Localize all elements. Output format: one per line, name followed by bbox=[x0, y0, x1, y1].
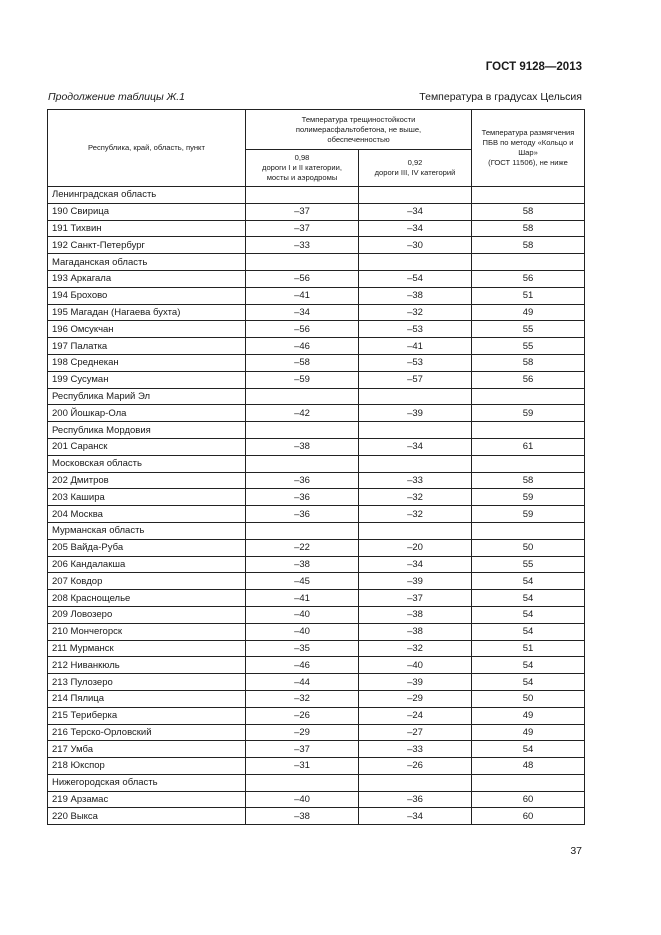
row-value-softening: 59 bbox=[472, 405, 585, 422]
row-value-098 bbox=[246, 455, 359, 472]
row-value-092: –33 bbox=[359, 741, 472, 758]
header-prob-092: 0,92 дороги III, IV категорий bbox=[359, 150, 472, 187]
table-row bbox=[48, 707, 585, 724]
row-value-softening: 59 bbox=[472, 506, 585, 523]
table-row bbox=[48, 758, 585, 775]
row-value-softening: 49 bbox=[472, 724, 585, 741]
table-row bbox=[48, 405, 585, 422]
row-name: 199 Сусуман bbox=[48, 371, 246, 388]
table-row bbox=[48, 304, 585, 321]
row-value-092: –32 bbox=[359, 506, 472, 523]
temperature-table bbox=[47, 109, 585, 825]
row-name: 219 Арзамас bbox=[48, 791, 246, 808]
row-value-softening: 58 bbox=[472, 237, 585, 254]
row-value-092: –53 bbox=[359, 354, 472, 371]
row-name: 200 Йошкар-Ола bbox=[48, 405, 246, 422]
table-row bbox=[48, 573, 585, 590]
row-name: 206 Кандалакша bbox=[48, 556, 246, 573]
row-value-092: –36 bbox=[359, 791, 472, 808]
row-value-softening: 59 bbox=[472, 489, 585, 506]
row-value-softening: 60 bbox=[472, 791, 585, 808]
table-row bbox=[48, 489, 585, 506]
row-value-softening: 55 bbox=[472, 556, 585, 573]
row-name: 215 Териберка bbox=[48, 707, 246, 724]
table-row bbox=[48, 422, 585, 439]
row-name: 204 Москва bbox=[48, 506, 246, 523]
table-row bbox=[48, 690, 585, 707]
row-value-098: –41 bbox=[246, 287, 359, 304]
row-value-098: –37 bbox=[246, 203, 359, 220]
table-row bbox=[48, 556, 585, 573]
row-value-098: –40 bbox=[246, 623, 359, 640]
table-row bbox=[48, 774, 585, 791]
row-value-098 bbox=[246, 187, 359, 204]
table-row bbox=[48, 657, 585, 674]
row-value-098: –42 bbox=[246, 405, 359, 422]
row-value-092: –38 bbox=[359, 606, 472, 623]
row-value-092 bbox=[359, 774, 472, 791]
table-row bbox=[48, 321, 585, 338]
row-value-098: –41 bbox=[246, 590, 359, 607]
row-value-092: –32 bbox=[359, 304, 472, 321]
row-value-092 bbox=[359, 254, 472, 271]
row-value-098: –34 bbox=[246, 304, 359, 321]
row-value-098: –40 bbox=[246, 791, 359, 808]
row-value-softening: 48 bbox=[472, 758, 585, 775]
row-value-098: –35 bbox=[246, 640, 359, 657]
row-value-098: –36 bbox=[246, 489, 359, 506]
row-value-098: –46 bbox=[246, 338, 359, 355]
row-value-098: –36 bbox=[246, 506, 359, 523]
row-value-098 bbox=[246, 522, 359, 539]
table-row bbox=[48, 791, 585, 808]
row-name: 211 Мурманск bbox=[48, 640, 246, 657]
row-value-098: –38 bbox=[246, 438, 359, 455]
row-value-092: –39 bbox=[359, 674, 472, 691]
row-name: Московская область bbox=[48, 455, 246, 472]
table-row bbox=[48, 539, 585, 556]
units-note: Температура в градусах Цельсия bbox=[419, 91, 582, 103]
row-value-softening bbox=[472, 522, 585, 539]
row-name: 217 Умба bbox=[48, 741, 246, 758]
row-value-softening: 61 bbox=[472, 438, 585, 455]
header-prob-098: 0,98 дороги I и II категории, мосты и аэродромы bbox=[246, 150, 359, 187]
row-value-092: –40 bbox=[359, 657, 472, 674]
row-value-098: –26 bbox=[246, 707, 359, 724]
row-value-098: –38 bbox=[246, 808, 359, 825]
table-row bbox=[48, 203, 585, 220]
row-value-098: –32 bbox=[246, 690, 359, 707]
table-row bbox=[48, 606, 585, 623]
row-value-softening: 58 bbox=[472, 220, 585, 237]
row-value-092: –41 bbox=[359, 338, 472, 355]
row-value-092: –54 bbox=[359, 270, 472, 287]
row-value-098: –31 bbox=[246, 758, 359, 775]
table-row bbox=[48, 506, 585, 523]
row-value-softening: 55 bbox=[472, 321, 585, 338]
row-value-softening bbox=[472, 422, 585, 439]
row-value-softening: 58 bbox=[472, 472, 585, 489]
row-value-092: –30 bbox=[359, 237, 472, 254]
row-value-092: –34 bbox=[359, 808, 472, 825]
row-value-softening: 56 bbox=[472, 371, 585, 388]
table-row bbox=[48, 237, 585, 254]
row-name: 195 Магадан (Нагаева бухта) bbox=[48, 304, 246, 321]
row-value-098: –56 bbox=[246, 270, 359, 287]
row-value-092: –32 bbox=[359, 489, 472, 506]
row-value-092: –34 bbox=[359, 220, 472, 237]
row-value-092: –37 bbox=[359, 590, 472, 607]
row-name: 194 Брохово bbox=[48, 287, 246, 304]
row-value-softening: 50 bbox=[472, 690, 585, 707]
row-value-softening bbox=[472, 455, 585, 472]
table-row bbox=[48, 187, 585, 204]
row-name: 196 Омсукчан bbox=[48, 321, 246, 338]
row-name: 193 Аркагала bbox=[48, 270, 246, 287]
row-value-softening: 54 bbox=[472, 674, 585, 691]
row-value-softening: 49 bbox=[472, 304, 585, 321]
row-name: 190 Свирица bbox=[48, 203, 246, 220]
row-name: 203 Кашира bbox=[48, 489, 246, 506]
table-body bbox=[48, 187, 585, 825]
row-value-098: –29 bbox=[246, 724, 359, 741]
row-value-092: –24 bbox=[359, 707, 472, 724]
row-value-092: –39 bbox=[359, 573, 472, 590]
row-name: 218 Юкспор bbox=[48, 758, 246, 775]
row-value-softening bbox=[472, 254, 585, 271]
row-name: Мурманская область bbox=[48, 522, 246, 539]
row-value-098: –56 bbox=[246, 321, 359, 338]
row-value-092 bbox=[359, 388, 472, 405]
row-value-softening bbox=[472, 187, 585, 204]
row-name: Республика Марий Эл bbox=[48, 388, 246, 405]
row-value-098 bbox=[246, 422, 359, 439]
row-name: 201 Саранск bbox=[48, 438, 246, 455]
header-region: Республика, край, область, пункт bbox=[48, 110, 246, 187]
row-name: 205 Вайда-Руба bbox=[48, 539, 246, 556]
table-row bbox=[48, 724, 585, 741]
table-row bbox=[48, 808, 585, 825]
row-value-098: –40 bbox=[246, 606, 359, 623]
row-value-098: –22 bbox=[246, 539, 359, 556]
row-value-softening: 51 bbox=[472, 287, 585, 304]
row-value-092 bbox=[359, 187, 472, 204]
table-row bbox=[48, 371, 585, 388]
row-value-098: –37 bbox=[246, 741, 359, 758]
row-name: 210 Мончегорск bbox=[48, 623, 246, 640]
row-value-098: –44 bbox=[246, 674, 359, 691]
row-value-softening: 58 bbox=[472, 203, 585, 220]
row-value-098 bbox=[246, 388, 359, 405]
table-row bbox=[48, 438, 585, 455]
row-name: Нижегородская область bbox=[48, 774, 246, 791]
row-value-092: –34 bbox=[359, 438, 472, 455]
row-value-092: –38 bbox=[359, 623, 472, 640]
row-value-098 bbox=[246, 254, 359, 271]
table-row bbox=[48, 674, 585, 691]
row-value-softening: 56 bbox=[472, 270, 585, 287]
row-value-098: –59 bbox=[246, 371, 359, 388]
row-value-098: –38 bbox=[246, 556, 359, 573]
table-row bbox=[48, 741, 585, 758]
row-name: 208 Краснощелье bbox=[48, 590, 246, 607]
row-value-softening: 54 bbox=[472, 623, 585, 640]
row-name: 220 Выкса bbox=[48, 808, 246, 825]
table-row bbox=[48, 388, 585, 405]
row-value-098: –36 bbox=[246, 472, 359, 489]
table-row bbox=[48, 287, 585, 304]
row-name: 214 Пялица bbox=[48, 690, 246, 707]
row-value-092: –33 bbox=[359, 472, 472, 489]
row-name: 209 Ловозеро bbox=[48, 606, 246, 623]
row-value-092 bbox=[359, 422, 472, 439]
table-row bbox=[48, 640, 585, 657]
table-row bbox=[48, 254, 585, 271]
table-row bbox=[48, 338, 585, 355]
row-value-softening: 51 bbox=[472, 640, 585, 657]
row-value-softening: 54 bbox=[472, 573, 585, 590]
row-value-092: –32 bbox=[359, 640, 472, 657]
table-row bbox=[48, 472, 585, 489]
document-code: ГОСТ 9128—2013 bbox=[485, 61, 582, 73]
row-value-092: –53 bbox=[359, 321, 472, 338]
row-value-softening bbox=[472, 774, 585, 791]
row-value-092: –20 bbox=[359, 539, 472, 556]
row-name: 197 Палатка bbox=[48, 338, 246, 355]
row-value-092 bbox=[359, 455, 472, 472]
table-row bbox=[48, 270, 585, 287]
row-value-098: –33 bbox=[246, 237, 359, 254]
row-name: 212 Ниванкюль bbox=[48, 657, 246, 674]
row-value-098: –46 bbox=[246, 657, 359, 674]
row-value-092: –34 bbox=[359, 556, 472, 573]
row-value-092 bbox=[359, 522, 472, 539]
row-name: 191 Тихвин bbox=[48, 220, 246, 237]
row-value-092: –38 bbox=[359, 287, 472, 304]
row-value-092: –57 bbox=[359, 371, 472, 388]
table-continuation-caption: Продолжение таблицы Ж.1 bbox=[48, 91, 185, 103]
table-row bbox=[48, 455, 585, 472]
row-name: 198 Среднекан bbox=[48, 354, 246, 371]
row-name: Магаданская область bbox=[48, 254, 246, 271]
header-crack-temperature: Температура трещиностойкости полимерасфальтобетона, не выше, обеспеченностью bbox=[246, 110, 472, 150]
row-value-softening: 49 bbox=[472, 707, 585, 724]
row-value-softening: 58 bbox=[472, 354, 585, 371]
row-value-092: –39 bbox=[359, 405, 472, 422]
row-value-softening: 55 bbox=[472, 338, 585, 355]
row-value-softening: 54 bbox=[472, 741, 585, 758]
row-name: 216 Терско-Орловский bbox=[48, 724, 246, 741]
row-value-092: –26 bbox=[359, 758, 472, 775]
row-value-098: –37 bbox=[246, 220, 359, 237]
row-value-092: –29 bbox=[359, 690, 472, 707]
row-value-098: –58 bbox=[246, 354, 359, 371]
row-value-softening: 54 bbox=[472, 606, 585, 623]
row-value-092: –27 bbox=[359, 724, 472, 741]
page-number: 37 bbox=[570, 845, 582, 857]
row-name: Республика Мордовия bbox=[48, 422, 246, 439]
row-value-092: –34 bbox=[359, 203, 472, 220]
row-name: 192 Санкт-Петербург bbox=[48, 237, 246, 254]
table-row bbox=[48, 220, 585, 237]
table-row bbox=[48, 623, 585, 640]
row-value-098: –45 bbox=[246, 573, 359, 590]
table-row bbox=[48, 354, 585, 371]
row-name: 202 Дмитров bbox=[48, 472, 246, 489]
row-value-softening bbox=[472, 388, 585, 405]
table-row bbox=[48, 590, 585, 607]
row-value-098 bbox=[246, 774, 359, 791]
row-value-softening: 60 bbox=[472, 808, 585, 825]
table-row bbox=[48, 522, 585, 539]
header-softening-point: Температура размягчения ПБВ по методу «Кольцо и Шар» (ГОСТ 11506), не ниже bbox=[472, 110, 585, 187]
row-name: Ленинградская область bbox=[48, 187, 246, 204]
row-name: 213 Пулозеро bbox=[48, 674, 246, 691]
row-value-softening: 54 bbox=[472, 590, 585, 607]
row-name: 207 Ковдор bbox=[48, 573, 246, 590]
row-value-softening: 54 bbox=[472, 657, 585, 674]
row-value-softening: 50 bbox=[472, 539, 585, 556]
